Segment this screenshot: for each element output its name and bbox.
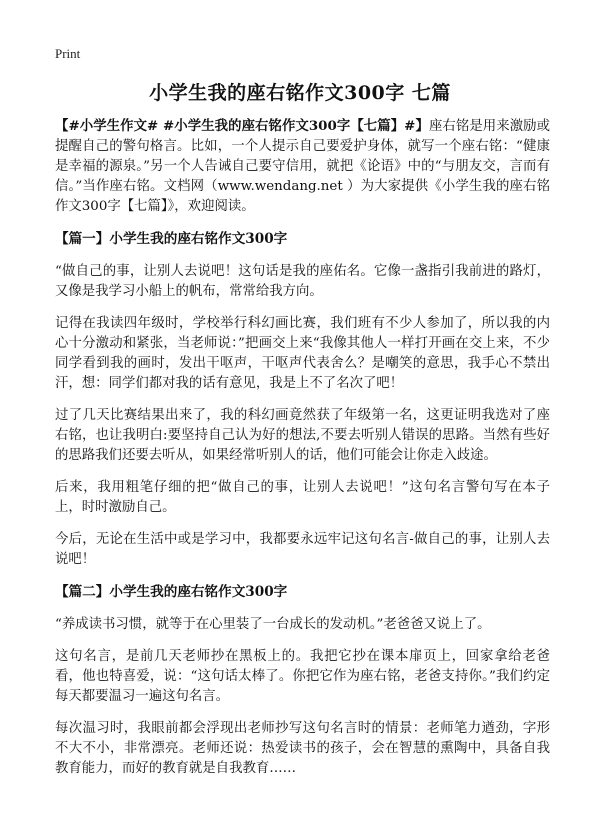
paragraph: 每次温习时，我眼前都会浮现出老师抄写这句名言时的情景：老师笔力遒劲，字形不大不小，非常漂亮。老师还说：热爱读书的孩子，会在智慧的熏陶中，具备自我教育能力，而好的教育就是自我教育……	[55, 721, 550, 776]
article-body	[55, 116, 550, 791]
paragraph: 今后，无论在生活中或是学习中，我都要永远牢记这句名言-做自己的事，让别人去说吧！	[55, 532, 550, 567]
page-title: 小学生我的座右铭作文300字 七篇	[149, 82, 451, 104]
section-heading-2: 【篇二】小学生我的座右铭作文300字	[55, 584, 288, 600]
intro-paragraph	[55, 116, 550, 217]
paragraph: 后来，我用粗笔仔细的把“做自己的事，让别人去说吧！”这句名言警句写在本子上，时时激励自己。	[55, 480, 550, 515]
section-heading-1: 【篇一】小学生我的座右铭作文300字	[55, 231, 288, 247]
paragraph: “做自己的事，让别人去说吧！这句话是我的座佑名。它像一盏指引我前进的路灯，又像是我学习小船上的帆布，常常给我方向。	[55, 264, 550, 299]
intro-text: 座右铭是用来激励或提醒自己的警句格言。比如，一个人提示自己要爱护身体，就写一个座右铭：“健康是幸福的源泉。”另一个人告诫自己要守信用，就把《论语》中的“与朋友交，言而有信。”当作座右铭。文档网（www.wendang.net ）为大家提供《小学生我的座右铭作文300字【七篇】》，欢迎阅读。	[55, 119, 550, 214]
intro-bold-prefix: 【#小学生作文# #小学生我的座右铭作文300字【七篇】#】	[55, 118, 429, 134]
paragraph: “养成读书习惯，就等于在心里装了一台成长的发动机。”老爸爸又说上了。	[55, 617, 491, 632]
print-label: Print	[55, 46, 81, 61]
paragraph: 记得在我读四年级时，学校举行科幻画比赛，我们班有不少人参加了，所以我的内心十分激动和紧张，当老师说：”把画交上来“我像其他人一样打开画在交上来，不少同学看到我的画时，发出干呕声，干呕声代表舍么？是嘲笑的意思，我手心不禁出汗，想：同学们都对我的话有意见，我是上不了名次了吧！	[55, 316, 550, 391]
paragraph: 过了几天比赛结果出来了，我的科幻画竟然获了年级第一名，这更证明我选对了座右铭，也让我明白:要坚持自己认为好的想法,不要去听别人错误的思路。当然有些好的思路我们还要去听从，如果经常听别人的话，他们可能会让你走入歧途。	[55, 408, 550, 463]
paragraph: 这句名言，是前几天老师抄在黑板上的。我把它抄在课本扉页上，回家拿给老爸看，他也特喜爱，说：“这句话太棒了。你把它作为座右铭，老爸支持你。”我们约定每天都要温习一遍这句名言。	[55, 649, 550, 704]
